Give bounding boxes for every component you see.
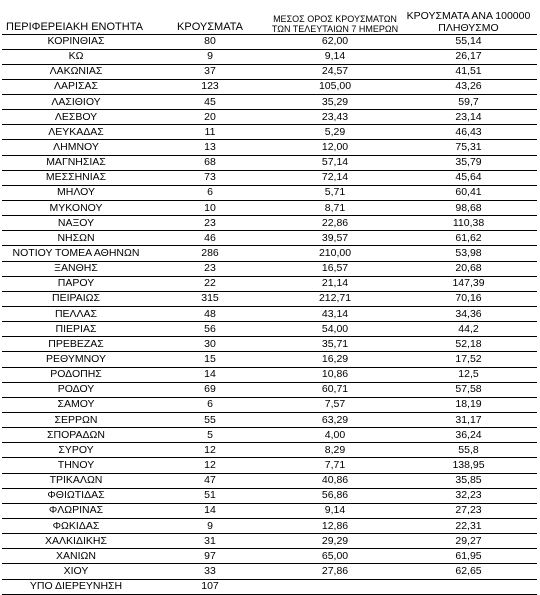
cases-cell: 23 xyxy=(150,216,270,231)
cases-cell: 37 xyxy=(150,64,270,79)
region-cell: ΜΕΣΣΗΝΙΑΣ xyxy=(2,170,150,185)
table-row xyxy=(2,564,537,579)
region-cell: ΠΙΕΡΙΑΣ xyxy=(2,322,150,337)
avg-cell: 105,00 xyxy=(270,79,400,94)
cases-cell: 12 xyxy=(150,443,270,458)
region-cell: ΛΑΡΙΣΑΣ xyxy=(2,79,150,94)
cases-cell: 47 xyxy=(150,473,270,488)
table-row xyxy=(2,64,537,79)
avg-cell: 9,14 xyxy=(270,49,400,64)
avg-cell: 9,14 xyxy=(270,503,400,518)
header-cases: ΚΡΟΥΣΜΑΤΑ xyxy=(150,0,270,34)
table-row xyxy=(2,534,537,549)
header-avg xyxy=(270,0,400,34)
cases-cell: 107 xyxy=(150,579,270,594)
cases-cell: 56 xyxy=(150,322,270,337)
table-row xyxy=(2,49,537,64)
region-cell: ΣΥΡΟΥ xyxy=(2,443,150,458)
avg-cell: 24,57 xyxy=(270,64,400,79)
region-cell: ΠΑΡΟΥ xyxy=(2,276,150,291)
region-cell: ΣΕΡΡΩΝ xyxy=(2,413,150,428)
avg-cell: 7,71 xyxy=(270,458,400,473)
per-cell: 110,38 xyxy=(400,216,537,231)
per-cell: 27,23 xyxy=(400,503,537,518)
cases-cell: 69 xyxy=(150,382,270,397)
region-cell: ΥΠΟ ΔΙΕΡΕΥΝΗΣΗ xyxy=(2,579,150,594)
avg-cell: 12,86 xyxy=(270,519,400,534)
per-cell: 22,31 xyxy=(400,519,537,534)
cases-cell: 5 xyxy=(150,428,270,443)
avg-cell: 43,14 xyxy=(270,307,400,322)
avg-cell: 35,29 xyxy=(270,95,400,110)
header-avg-line2: ΤΩΝ ΤΕΛΕΥΤΑΙΩΝ 7 ΗΜΕΡΩΝ xyxy=(271,23,399,34)
cases-cell: 6 xyxy=(150,185,270,200)
avg-cell: 210,00 xyxy=(270,246,400,261)
cases-cell: 30 xyxy=(150,337,270,352)
per-cell: 53,98 xyxy=(400,246,537,261)
region-cell: ΡΟΔΟΥ xyxy=(2,382,150,397)
avg-cell: 8,71 xyxy=(270,201,400,216)
table-row xyxy=(2,397,537,412)
header-per-line1: ΚΡΟΥΣΜΑΤΑ ΑΝΑ 100000 xyxy=(406,9,531,22)
per-cell: 138,95 xyxy=(400,458,537,473)
region-cell: ΞΑΝΘΗΣ xyxy=(2,261,150,276)
region-cell: ΝΗΣΩΝ xyxy=(2,231,150,246)
region-cell: ΠΡΕΒΕΖΑΣ xyxy=(2,337,150,352)
cases-cell: 46 xyxy=(150,231,270,246)
per-cell: 52,18 xyxy=(400,337,537,352)
avg-cell: 57,14 xyxy=(270,155,400,170)
table-row xyxy=(2,291,537,306)
region-cell: ΝΟΤΙΟΥ ΤΟΜΕΑ ΑΘΗΝΩΝ xyxy=(2,246,150,261)
avg-cell: 60,71 xyxy=(270,382,400,397)
per-cell: 55,8 xyxy=(400,443,537,458)
cases-cell: 13 xyxy=(150,140,270,155)
per-cell: 41,51 xyxy=(400,64,537,79)
table-row xyxy=(2,140,537,155)
per-cell: 29,27 xyxy=(400,534,537,549)
avg-cell: 16,57 xyxy=(270,261,400,276)
cases-table xyxy=(2,0,537,595)
table-header xyxy=(2,0,537,34)
table-row xyxy=(2,307,537,322)
cases-cell: 31 xyxy=(150,534,270,549)
avg-cell xyxy=(270,579,400,594)
cases-cell: 10 xyxy=(150,201,270,216)
table-row xyxy=(2,352,537,367)
per-cell: 36,24 xyxy=(400,428,537,443)
cases-cell: 80 xyxy=(150,34,270,49)
cases-cell: 14 xyxy=(150,503,270,518)
per-cell: 32,23 xyxy=(400,488,537,503)
per-cell: 31,17 xyxy=(400,413,537,428)
cases-cell: 68 xyxy=(150,155,270,170)
cases-cell: 51 xyxy=(150,488,270,503)
region-cell: ΣΠΟΡΑΔΩΝ xyxy=(2,428,150,443)
region-cell: ΠΕΛΛΑΣ xyxy=(2,307,150,322)
header-per-line2: ΠΛΗΘΥΣΜΟ xyxy=(438,21,499,34)
cases-cell: 22 xyxy=(150,276,270,291)
table-row xyxy=(2,95,537,110)
table-row xyxy=(2,155,537,170)
per-cell: 44,2 xyxy=(400,322,537,337)
table-row xyxy=(2,125,537,140)
region-cell: ΛΑΚΩΝΙΑΣ xyxy=(2,64,150,79)
per-cell: 55,14 xyxy=(400,34,537,49)
per-cell: 61,62 xyxy=(400,231,537,246)
region-cell: ΠΕΙΡΑΙΩΣ xyxy=(2,291,150,306)
region-cell: ΤΡΙΚΑΛΩΝ xyxy=(2,473,150,488)
region-cell: ΛΑΣΙΘΙΟΥ xyxy=(2,95,150,110)
table-row xyxy=(2,337,537,352)
avg-cell: 56,86 xyxy=(270,488,400,503)
table-row xyxy=(2,413,537,428)
table-body xyxy=(2,34,537,594)
cases-cell: 286 xyxy=(150,246,270,261)
per-cell: 23,14 xyxy=(400,110,537,125)
avg-cell: 72,14 xyxy=(270,170,400,185)
region-cell: ΛΕΣΒΟΥ xyxy=(2,110,150,125)
cases-cell: 315 xyxy=(150,291,270,306)
per-cell: 60,41 xyxy=(400,185,537,200)
cases-cell: 123 xyxy=(150,79,270,94)
region-cell: ΜΑΓΝΗΣΙΑΣ xyxy=(2,155,150,170)
cases-cell: 45 xyxy=(150,95,270,110)
avg-cell: 23,43 xyxy=(270,110,400,125)
region-cell: ΧΑΝΙΩΝ xyxy=(2,549,150,564)
region-cell: ΦΛΩΡΙΝΑΣ xyxy=(2,503,150,518)
cases-cell: 9 xyxy=(150,519,270,534)
avg-cell: 63,29 xyxy=(270,413,400,428)
table-row xyxy=(2,110,537,125)
table-row xyxy=(2,519,537,534)
per-cell: 12,5 xyxy=(400,367,537,382)
table-row xyxy=(2,367,537,382)
avg-cell: 29,29 xyxy=(270,534,400,549)
avg-cell: 5,71 xyxy=(270,185,400,200)
per-cell: 61,95 xyxy=(400,549,537,564)
avg-cell: 65,00 xyxy=(270,549,400,564)
table-row xyxy=(2,231,537,246)
avg-cell: 8,29 xyxy=(270,443,400,458)
cases-cell: 11 xyxy=(150,125,270,140)
region-cell: ΧΙΟΥ xyxy=(2,564,150,579)
avg-cell: 54,00 xyxy=(270,322,400,337)
cases-cell: 12 xyxy=(150,458,270,473)
table-row xyxy=(2,428,537,443)
cases-cell: 97 xyxy=(150,549,270,564)
avg-cell: 12,00 xyxy=(270,140,400,155)
cases-cell: 6 xyxy=(150,397,270,412)
region-cell: ΣΑΜΟΥ xyxy=(2,397,150,412)
avg-cell: 62,00 xyxy=(270,34,400,49)
region-cell: ΧΑΛΚΙΔΙΚΗΣ xyxy=(2,534,150,549)
per-cell: 35,79 xyxy=(400,155,537,170)
region-cell: ΜΥΚΟΝΟΥ xyxy=(2,201,150,216)
avg-cell: 27,86 xyxy=(270,564,400,579)
avg-cell: 35,71 xyxy=(270,337,400,352)
per-cell: 62,65 xyxy=(400,564,537,579)
region-cell: ΚΟΡΙΝΘΙΑΣ xyxy=(2,34,150,49)
header-per xyxy=(400,0,537,34)
avg-cell: 7,57 xyxy=(270,397,400,412)
table-row xyxy=(2,170,537,185)
table-row xyxy=(2,458,537,473)
per-cell: 59,7 xyxy=(400,95,537,110)
table-row xyxy=(2,473,537,488)
region-cell: ΝΑΞΟΥ xyxy=(2,216,150,231)
per-cell: 46,43 xyxy=(400,125,537,140)
per-cell: 147,39 xyxy=(400,276,537,291)
per-cell: 43,26 xyxy=(400,79,537,94)
region-cell: ΛΗΜΝΟΥ xyxy=(2,140,150,155)
cases-cell: 73 xyxy=(150,170,270,185)
per-cell: 34,36 xyxy=(400,307,537,322)
region-cell: ΡΟΔΟΠΗΣ xyxy=(2,367,150,382)
table-row xyxy=(2,185,537,200)
cases-cell: 55 xyxy=(150,413,270,428)
per-cell: 70,16 xyxy=(400,291,537,306)
region-cell: ΦΘΙΩΤΙΔΑΣ xyxy=(2,488,150,503)
avg-cell: 39,57 xyxy=(270,231,400,246)
avg-cell: 4,00 xyxy=(270,428,400,443)
table-row xyxy=(2,79,537,94)
table-row xyxy=(2,503,537,518)
table-row xyxy=(2,216,537,231)
avg-cell: 10,86 xyxy=(270,367,400,382)
header-region: ΠΕΡΙΦΕΡΕΙΑΚΗ ΕΝΟΤΗΤΑ xyxy=(2,0,150,34)
table-row xyxy=(2,322,537,337)
table-row xyxy=(2,443,537,458)
table-row xyxy=(2,276,537,291)
per-cell: 26,17 xyxy=(400,49,537,64)
per-cell: 75,31 xyxy=(400,140,537,155)
cases-cell: 33 xyxy=(150,564,270,579)
avg-cell: 5,29 xyxy=(270,125,400,140)
region-cell: ΤΗΝΟΥ xyxy=(2,458,150,473)
per-cell: 98,68 xyxy=(400,201,537,216)
per-cell: 20,68 xyxy=(400,261,537,276)
table-row xyxy=(2,488,537,503)
table-row xyxy=(2,549,537,564)
avg-cell: 40,86 xyxy=(270,473,400,488)
cases-cell: 48 xyxy=(150,307,270,322)
region-cell: ΦΩΚΙΔΑΣ xyxy=(2,519,150,534)
cases-cell: 9 xyxy=(150,49,270,64)
cases-cell: 20 xyxy=(150,110,270,125)
avg-cell: 21,14 xyxy=(270,276,400,291)
table-row xyxy=(2,34,537,49)
per-cell: 17,52 xyxy=(400,352,537,367)
table-row xyxy=(2,261,537,276)
region-cell: ΛΕΥΚΑΔΑΣ xyxy=(2,125,150,140)
header-avg-line1: ΜΕΣΟΣ ΟΡΟΣ ΚΡΟΥΣΜΑΤΩΝ xyxy=(273,13,397,24)
region-cell: ΡΕΘΥΜΝΟΥ xyxy=(2,352,150,367)
avg-cell: 212,71 xyxy=(270,291,400,306)
per-cell xyxy=(400,579,537,594)
table-row xyxy=(2,201,537,216)
per-cell: 57,58 xyxy=(400,382,537,397)
cases-cell: 15 xyxy=(150,352,270,367)
table-row xyxy=(2,579,537,594)
region-cell: ΚΩ xyxy=(2,49,150,64)
table-row xyxy=(2,246,537,261)
cases-cell: 23 xyxy=(150,261,270,276)
avg-cell: 16,29 xyxy=(270,352,400,367)
per-cell: 35,85 xyxy=(400,473,537,488)
per-cell: 18,19 xyxy=(400,397,537,412)
per-cell: 45,64 xyxy=(400,170,537,185)
cases-cell: 14 xyxy=(150,367,270,382)
region-cell: ΜΗΛΟΥ xyxy=(2,185,150,200)
avg-cell: 22,86 xyxy=(270,216,400,231)
table-row xyxy=(2,382,537,397)
